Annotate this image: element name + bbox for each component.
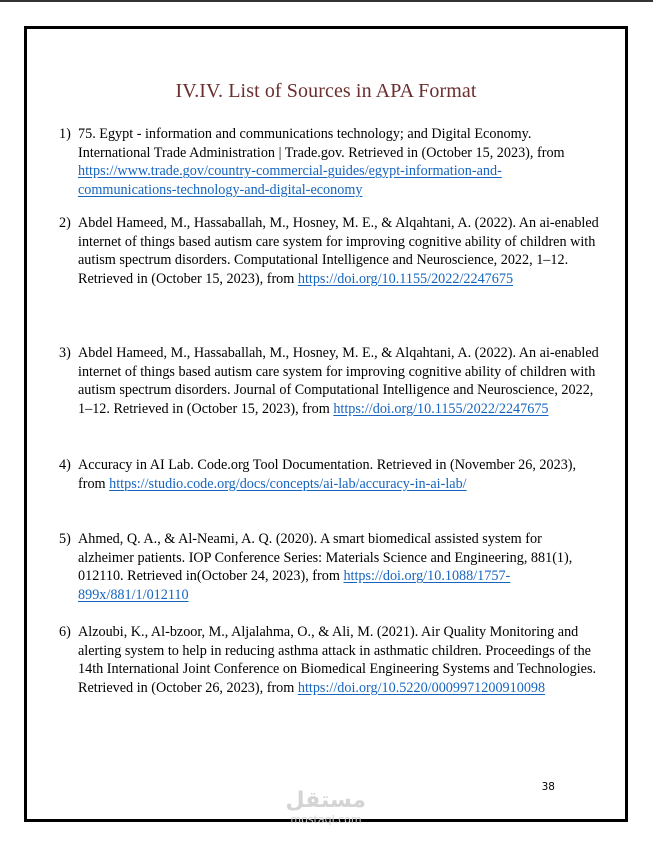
top-divider <box>0 0 653 2</box>
document-page <box>24 26 628 822</box>
reference-number: 3) <box>59 345 71 361</box>
reference-body <box>78 214 599 288</box>
reference-link[interactable]: https://doi.org/10.1155/2022/2247675 <box>297 270 514 287</box>
page-number: 38 <box>541 781 555 793</box>
reference-link[interactable]: https://doi.org/10.5220/0009971200910098 <box>297 679 546 696</box>
reference-number: 6) <box>59 624 71 640</box>
reference-link[interactable]: https://studio.code.org/docs/concepts/ai-lab/accuracy-in-ai-lab/ <box>109 475 467 492</box>
reference-text: 75. Egypt - information and communications technology; and Digital Economy. International Trade Administration | Trade.gov. Retrieved in (October 15, 2023), from <box>78 126 565 161</box>
reference-number: 2) <box>59 215 71 231</box>
reference-link[interactable]: https://www.trade.gov/country-commercial-guides/egypt-information-and-communications-technology-and-digital-economy <box>78 163 502 198</box>
reference-number: 1) <box>59 126 71 142</box>
reference-body <box>78 623 599 697</box>
reference-item <box>59 344 599 418</box>
reference-number: 5) <box>59 531 71 547</box>
watermark-arabic-text: مستقل <box>285 788 366 813</box>
reference-body <box>78 344 599 418</box>
reference-item <box>59 456 599 493</box>
reference-number: 4) <box>59 457 71 473</box>
reference-item <box>59 623 599 697</box>
reference-text: Abdel Hameed, M., Hassaballah, M., Hosney, M. E., & Alqahtani, A. (2022). An ai-enabled internet of things based autism care system for improving cognitive ability of children with autism spectrum disorders. Journal of Computational Intelligence and Neuroscience, 2022, 1–12. Retrieved in (October 15, 2023), from <box>78 345 599 417</box>
watermark-latin-text: mostaql.com <box>290 813 362 826</box>
reference-text: Alzoubi, K., Al-bzoor, M., Aljalahma, O., & Ali, M. (2021). Air Quality Monitoring and alerting system to help in reducing asthma attack in asthmatic children. Proceedings of the 14th International Joint Conference on Biomedical Engineering Systems and Technologies. Retrieved in (October 26, 2023), from <box>78 624 597 696</box>
reference-body <box>78 456 599 493</box>
reference-link[interactable]: https://doi.org/10.1155/2022/2247675 <box>333 400 549 417</box>
reference-text: Abdel Hameed, M., Hassaballah, M., Hosney, M. E., & Alqahtani, A. (2022). An ai-enabled internet of things based autism care system for improving cognitive ability of children with autism spectrum disorders. Computational Intelligence and Neuroscience, 2022, 1–12. Retrieved in (October 15, 2023), from <box>78 215 599 287</box>
reference-link[interactable]: https://doi.org/10.1088/1757-899x/881/1/012110 <box>78 568 511 603</box>
reference-item <box>59 214 599 288</box>
reference-item <box>59 530 599 604</box>
reference-text: Ahmed, Q. A., & Al-Neami, A. Q. (2020). A smart biomedical assisted system for alzheimer patients. IOP Conference Series: Materials Science and Engineering, 881(1), 012110. Retrieved in(October 24, 2023), from <box>78 531 573 585</box>
reference-text: Accuracy in AI Lab. Code.org Tool Documentation. Retrieved in (November 26, 2023), from <box>78 457 577 492</box>
reference-item <box>59 125 599 199</box>
reference-body <box>78 530 599 604</box>
section-title: IV.IV. List of Sources in APA Format <box>175 80 477 102</box>
reference-body <box>78 125 599 199</box>
